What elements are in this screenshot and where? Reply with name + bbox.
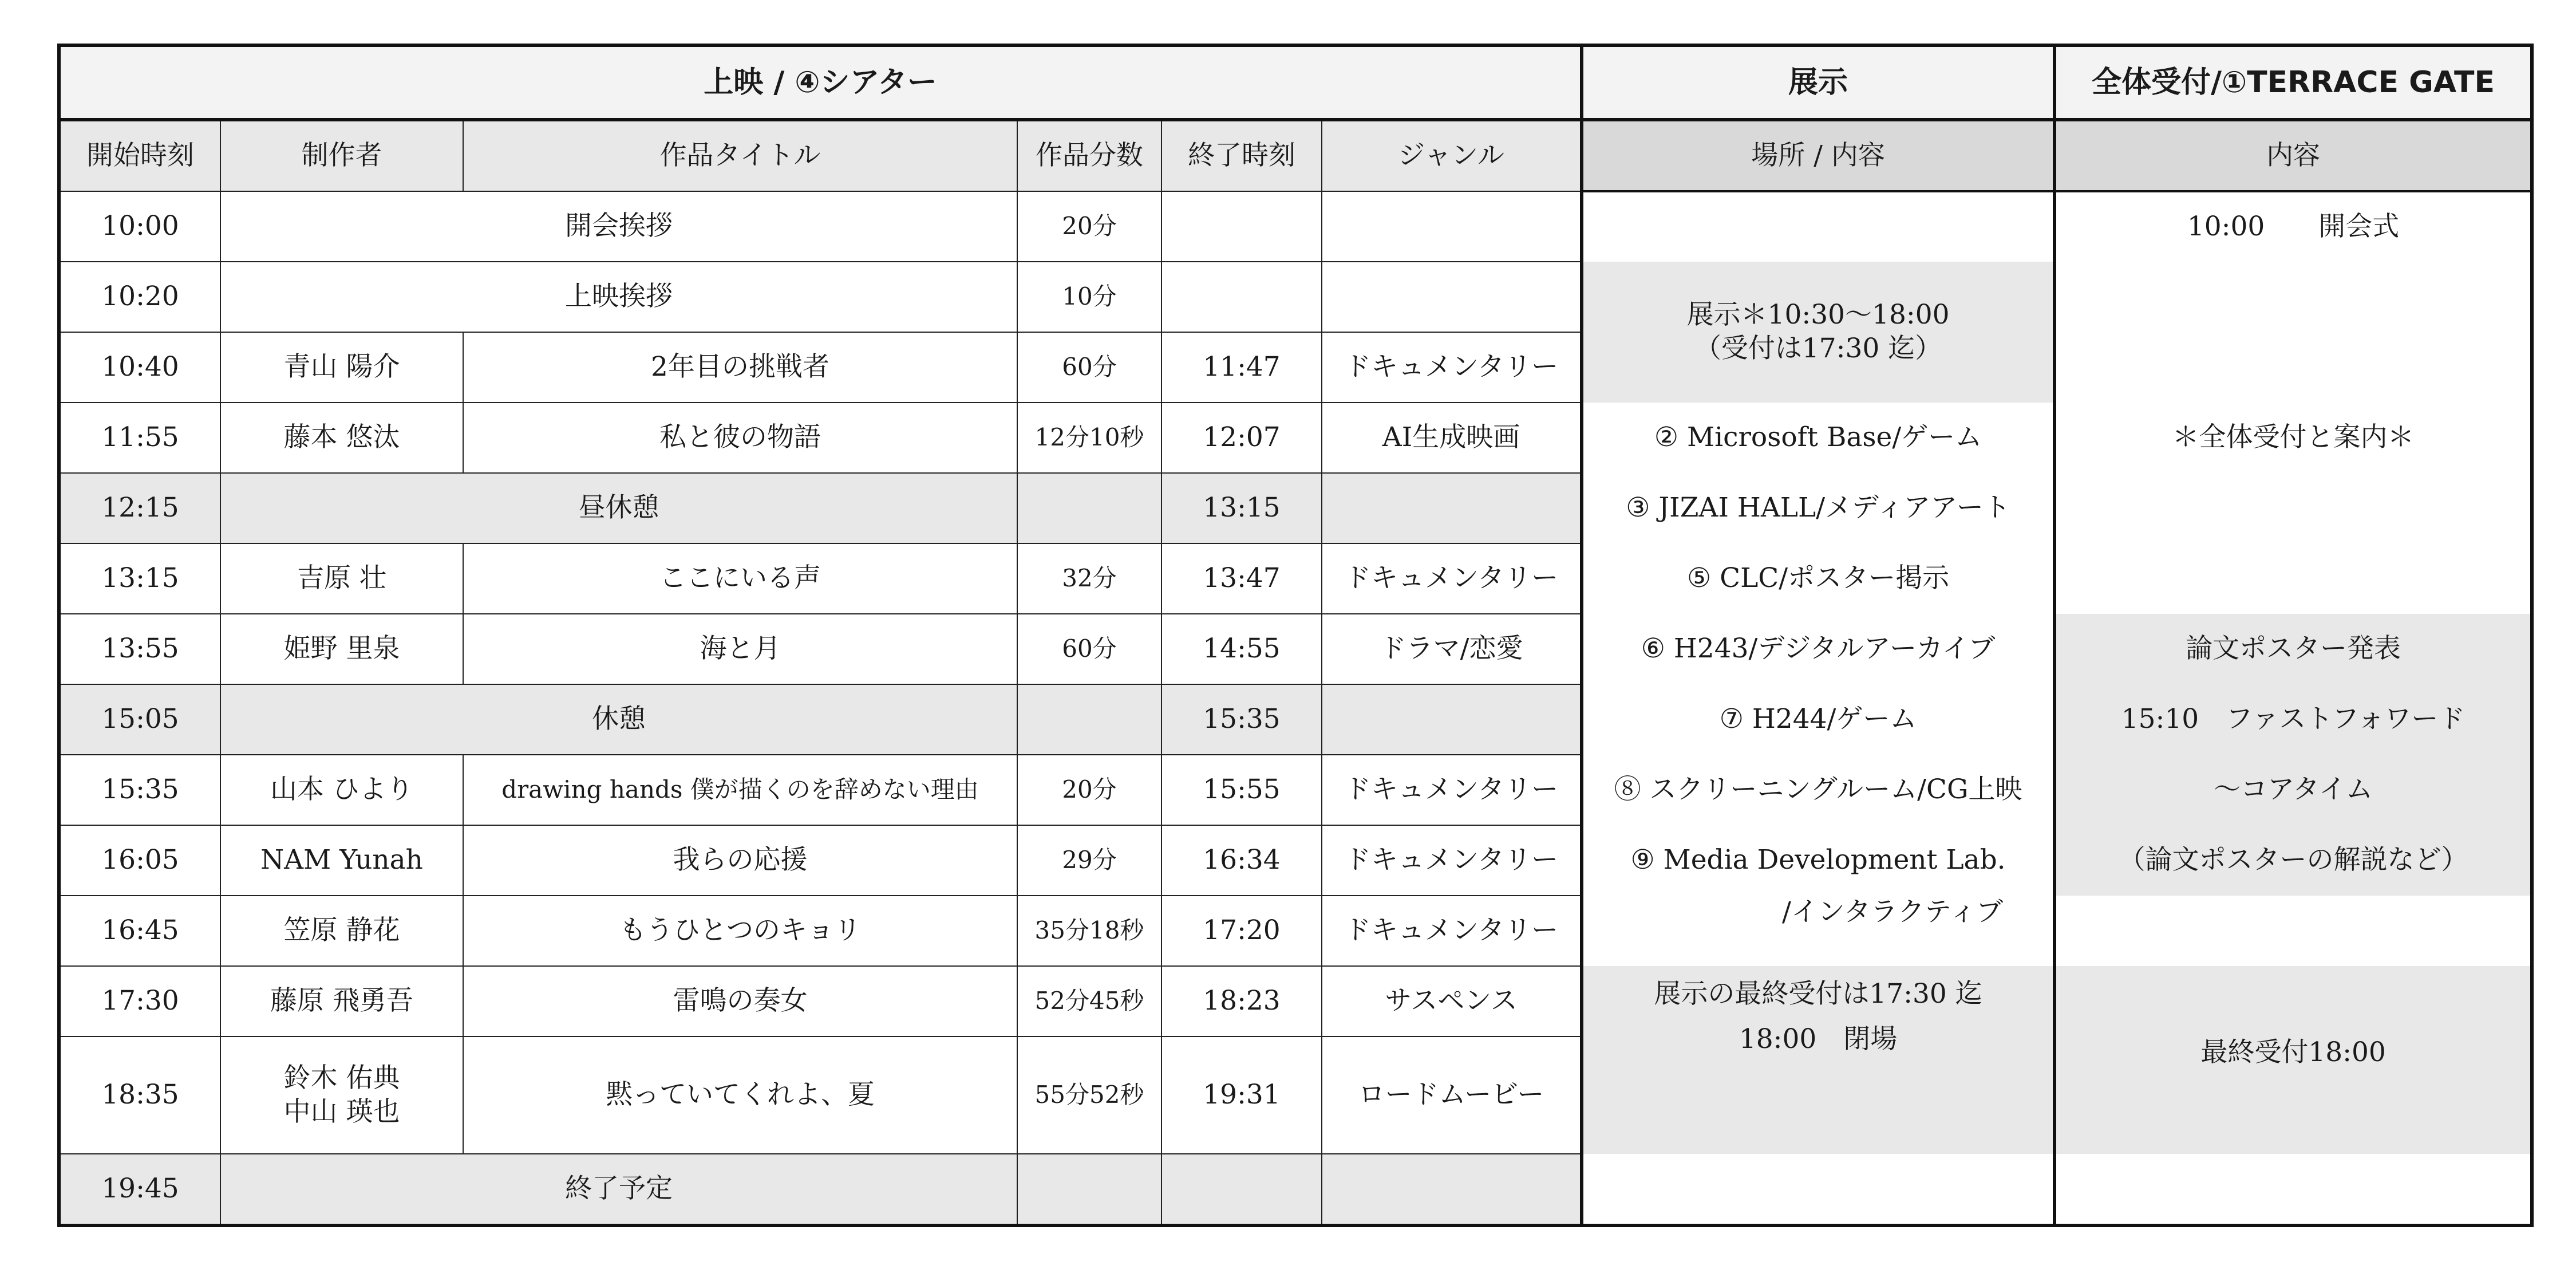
duration <box>1017 684 1161 755</box>
duration <box>1017 1154 1161 1225</box>
genre: ドキュメンタリー <box>1322 755 1582 825</box>
duration: 60分 <box>1017 332 1161 403</box>
start-time: 18:35 <box>59 1036 220 1154</box>
duration: 60分 <box>1017 614 1161 684</box>
end-time <box>1161 262 1322 332</box>
duration: 55分52秒 <box>1017 1036 1161 1154</box>
work-title: 海と月 <box>463 614 1017 684</box>
col-exhibit-place: 場所 / 内容 <box>1582 120 2055 191</box>
program-title: 上映挨拶 <box>220 262 1017 332</box>
creator: 山本 ひより <box>220 755 463 825</box>
break-title: 昼休憩 <box>220 473 1017 543</box>
creator: 藤原 飛勇吾 <box>220 966 463 1036</box>
creators <box>220 1036 463 1154</box>
genre: サスペンス <box>1322 966 1582 1036</box>
work-title: 私と彼の物語 <box>463 403 1017 473</box>
genre <box>1322 473 1582 543</box>
start-time: 10:20 <box>59 262 220 332</box>
duration: 52分45秒 <box>1017 966 1161 1036</box>
exhibit-item: ③ JIZAI HALL/メディアアート <box>1582 473 2055 543</box>
end-time: 14:55 <box>1161 614 1322 684</box>
start-time: 19:45 <box>59 1154 220 1225</box>
end-time: 12:07 <box>1161 403 1322 473</box>
reception-final: 最終受付18:00 <box>2055 966 2532 1154</box>
end-time <box>1161 1154 1322 1225</box>
col-creator: 制作者 <box>220 120 463 191</box>
break-title: 休憩 <box>220 684 1017 755</box>
end-time <box>1161 191 1322 262</box>
start-time: 11:55 <box>59 403 220 473</box>
col-start: 開始時刻 <box>59 120 220 191</box>
genre: ドキュメンタリー <box>1322 332 1582 403</box>
exhibit-item: ② Microsoft Base/ゲーム <box>1582 403 2055 473</box>
exhibit-final-line1: 展示の最終受付は17:30 迄 <box>1654 978 1982 1010</box>
genre: ドキュメンタリー <box>1322 896 1582 966</box>
exhibit-empty-top <box>1582 191 2055 262</box>
exhibit-hours-line2: （受付は17:30 迄） <box>1694 333 1942 364</box>
creator: 中山 瑛也 <box>283 1095 400 1128</box>
screening-header: 上映 / ④シアター <box>59 45 1582 120</box>
start-time: 15:05 <box>59 684 220 755</box>
col-duration: 作品分数 <box>1017 120 1161 191</box>
exhibit-item: ⑤ CLC/ポスター掲示 <box>1582 543 2055 614</box>
duration: 10分 <box>1017 262 1161 332</box>
creator: 藤本 悠汰 <box>220 403 463 473</box>
genre <box>1322 1154 1582 1225</box>
genre: ロードムービー <box>1322 1036 1582 1154</box>
reception-guide: ＊全体受付と案内＊ <box>2055 262 2532 614</box>
creator: 吉原 壮 <box>220 543 463 614</box>
start-time: 16:45 <box>59 896 220 966</box>
creator: NAM Yunah <box>220 825 463 896</box>
end-time: 17:20 <box>1161 896 1322 966</box>
genre: ドキュメンタリー <box>1322 543 1582 614</box>
start-time: 13:55 <box>59 614 220 684</box>
start-time: 10:40 <box>59 332 220 403</box>
start-time: 16:05 <box>59 825 220 896</box>
duration: 35分18秒 <box>1017 896 1161 966</box>
duration <box>1017 473 1161 543</box>
genre <box>1322 684 1582 755</box>
col-genre: ジャンル <box>1322 120 1582 191</box>
work-title: 我らの応援 <box>463 825 1017 896</box>
reception-empty-bottom <box>2055 1154 2532 1225</box>
end-time: 16:34 <box>1161 825 1322 896</box>
start-time: 17:30 <box>59 966 220 1036</box>
end-time: 15:35 <box>1161 684 1322 755</box>
poster-time: 15:10 ファストフォワード <box>2055 684 2532 755</box>
exhibit-final-line2: 18:00 閉場 <box>1739 1023 1898 1055</box>
poster-core: 〜コアタイム <box>2055 755 2532 825</box>
start-time: 10:00 <box>59 191 220 262</box>
exhibit-item: ⑧ スクリーニングルーム/CG上映 <box>1582 755 2055 825</box>
exhibit-item-continued <box>1582 896 2055 966</box>
duration: 12分10秒 <box>1017 403 1161 473</box>
end-time: 13:47 <box>1161 543 1322 614</box>
work-title: もうひとつのキョリ <box>463 896 1017 966</box>
exhibit-item-line2: /インタラクティブ <box>1781 896 2004 928</box>
duration: 32分 <box>1017 543 1161 614</box>
exhibit-final <box>1582 966 2055 1154</box>
duration: 29分 <box>1017 825 1161 896</box>
col-title: 作品タイトル <box>463 120 1017 191</box>
duration: 20分 <box>1017 755 1161 825</box>
work-title: ここにいる声 <box>463 543 1017 614</box>
work-title: 黙っていてくれよ、夏 <box>463 1036 1017 1154</box>
col-reception-content: 内容 <box>2055 120 2532 191</box>
col-end: 終了時刻 <box>1161 120 1322 191</box>
genre <box>1322 262 1582 332</box>
reception-header: 全体受付/①TERRACE GATE <box>2055 45 2532 120</box>
poster-note: （論文ポスターの解説など） <box>2055 825 2532 896</box>
creator: 笠原 静花 <box>220 896 463 966</box>
poster-title: 論文ポスター発表 <box>2055 614 2532 684</box>
schedule-table-container <box>57 44 2530 1227</box>
exhibit-hours <box>1582 262 2055 403</box>
duration: 20分 <box>1017 191 1161 262</box>
work-title: 2年目の挑戦者 <box>463 332 1017 403</box>
start-time: 15:35 <box>59 755 220 825</box>
end-time: 13:15 <box>1161 473 1322 543</box>
end-time: 15:55 <box>1161 755 1322 825</box>
start-time: 12:15 <box>59 473 220 543</box>
start-time: 13:15 <box>59 543 220 614</box>
exhibit-item: ⑨ Media Development Lab. <box>1582 825 2055 896</box>
program-title: 開会挨拶 <box>220 191 1017 262</box>
work-title: drawing hands 僕が描くのを辞めない理由 <box>463 755 1017 825</box>
exhibit-item: ⑦ H244/ゲーム <box>1582 684 2055 755</box>
exhibit-empty-bottom <box>1582 1154 2055 1225</box>
reception-empty <box>2055 896 2532 966</box>
genre: ドキュメンタリー <box>1322 825 1582 896</box>
end-time: 18:23 <box>1161 966 1322 1036</box>
end-time: 11:47 <box>1161 332 1322 403</box>
creator: 鈴木 佑典 <box>283 1062 400 1094</box>
reception-opening: 10:00 開会式 <box>2055 191 2532 262</box>
exhibit-header: 展示 <box>1582 45 2055 120</box>
genre: ドラマ/恋愛 <box>1322 614 1582 684</box>
end-time: 19:31 <box>1161 1036 1322 1154</box>
genre: AI生成映画 <box>1322 403 1582 473</box>
creator: 姫野 里泉 <box>220 614 463 684</box>
genre <box>1322 191 1582 262</box>
closing-title: 終了予定 <box>220 1154 1017 1225</box>
exhibit-item: ⑥ H243/デジタルアーカイブ <box>1582 614 2055 684</box>
schedule-table <box>57 44 2534 1227</box>
creator: 青山 陽介 <box>220 332 463 403</box>
work-title: 雷鳴の奏女 <box>463 966 1017 1036</box>
exhibit-hours-line1: 展示＊10:30〜18:00 <box>1686 299 1950 331</box>
